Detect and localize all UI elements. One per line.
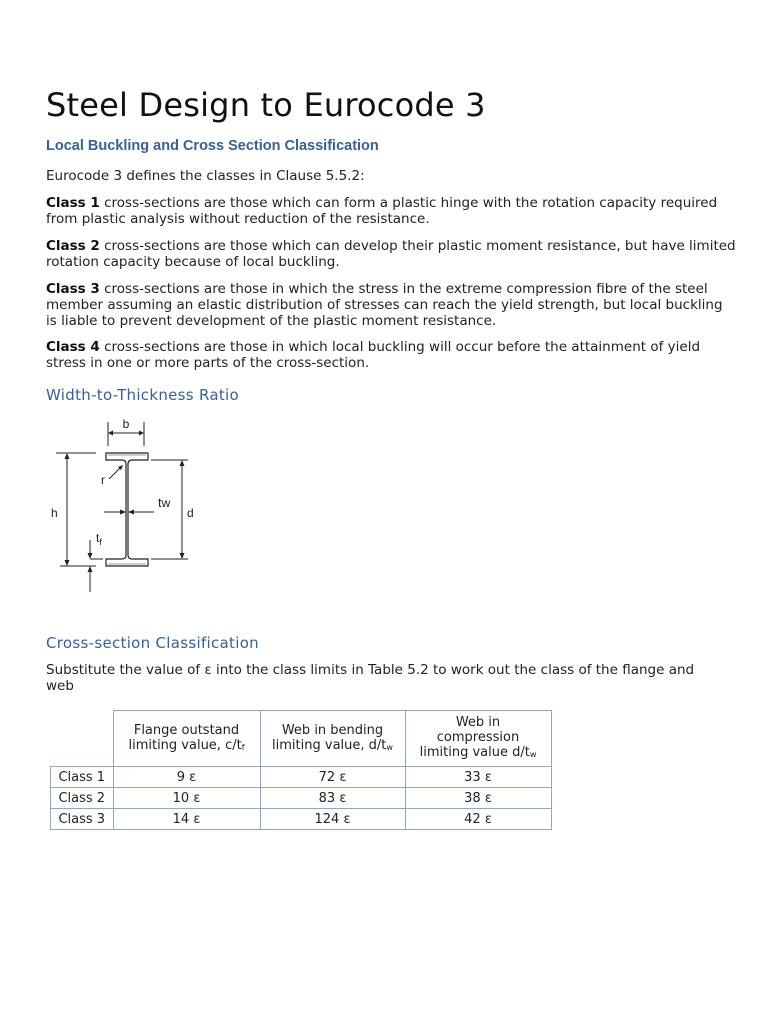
label-tw-sub: w	[161, 496, 171, 510]
table-row	[51, 788, 552, 809]
intro-paragraph: Eurocode 3 defines the classes in Clause 5.5.2:	[46, 168, 365, 184]
label-tw-base: t	[158, 495, 162, 510]
i-section-diagram	[46, 412, 226, 604]
width-thickness-heading: Width-to-Thickness Ratio	[46, 386, 239, 404]
row-flange-value: 14 ε	[113, 809, 260, 830]
class-2-paragraph	[46, 238, 736, 270]
row-bending-value: 83 ε	[260, 788, 405, 809]
page-title: Steel Design to Eurocode 3	[46, 86, 486, 124]
class-1-paragraph	[46, 195, 736, 227]
row-flange-value: 9 ε	[113, 767, 260, 788]
row-bending-value: 124 ε	[260, 809, 405, 830]
row-class-label: Class 3	[51, 809, 114, 830]
header-compression-line3: limiting value d/t	[419, 745, 530, 760]
table-header-row	[51, 711, 552, 767]
header-flange-line2: limiting value, c/t	[128, 737, 242, 753]
header-flange-line1: Flange outstand	[133, 722, 240, 738]
d-arrowhead-top	[180, 460, 185, 466]
tf-arrowhead-top	[88, 553, 93, 559]
label-d: d	[187, 506, 194, 520]
section-subtitle: Local Buckling and Cross Section Classification	[46, 138, 379, 154]
h-arrowhead-top	[65, 453, 70, 459]
label-tw	[158, 495, 171, 510]
label-tf-sub: f	[99, 537, 102, 547]
header-flange-outstand	[113, 711, 260, 767]
b-arrowhead-left	[108, 431, 113, 436]
class-1-label: Class 1	[46, 195, 100, 211]
class-2-label: Class 2	[46, 238, 100, 254]
class-3-label: Class 3	[46, 281, 100, 297]
table-row	[51, 767, 552, 788]
row-flange-value: 10 ε	[113, 788, 260, 809]
row-compression-value: 38 ε	[405, 788, 551, 809]
class-4-text: cross-sections are those in which local buckling will occur before the attainment of yield stress in one or more parts of the cross-section.	[46, 339, 701, 371]
header-compression-line2: compression	[436, 730, 520, 745]
class-1-text: cross-sections are those which can form a plastic hinge with the rotation capacity required from plastic analysis without reduction of the resistance.	[46, 195, 718, 227]
label-r: r	[101, 473, 105, 487]
class-3-text: cross-sections are those in which the stress in the extreme compression fibre of the steel member assuming an elastic distribution of stresses can reach the yield strength, but local buckling is liable to prevent development of the plastic moment resistance.	[46, 281, 723, 329]
i-beam-outline	[106, 453, 148, 566]
row-bending-value: 72 ε	[260, 767, 405, 788]
row-compression-value: 33 ε	[405, 767, 551, 788]
header-bending-line2: limiting value, d/t	[272, 737, 387, 753]
header-compression-line1: Web in	[455, 715, 501, 730]
d-arrowhead-bottom	[180, 553, 185, 559]
header-flange-sub: f	[241, 742, 245, 752]
class-4-label: Class 4	[46, 339, 100, 355]
r-leader	[109, 467, 121, 479]
class-4-paragraph	[46, 339, 736, 371]
row-class-label: Class 1	[51, 767, 114, 788]
class-limits-table	[50, 710, 552, 830]
header-web-compression	[405, 711, 551, 767]
header-bending-line1: Web in bending	[281, 722, 384, 738]
classification-paragraph: Substitute the value of ε into the class limits in Table 5.2 to work out the class of the flange and web	[46, 662, 695, 694]
row-compression-value: 42 ε	[405, 809, 551, 830]
class-3-paragraph	[46, 281, 736, 329]
tw-arrowhead-left	[120, 510, 126, 515]
table-corner-cell	[51, 711, 114, 767]
h-arrowhead-bottom	[65, 560, 70, 566]
tf-arrowhead-bottom	[88, 566, 93, 572]
label-tf	[96, 531, 102, 547]
b-arrowhead-right	[139, 431, 144, 436]
label-h: h	[51, 506, 58, 520]
label-b: b	[122, 417, 130, 431]
classification-heading: Cross-section Classification	[46, 634, 259, 652]
header-web-bending	[260, 711, 405, 767]
table-row	[51, 809, 552, 830]
row-class-label: Class 2	[51, 788, 114, 809]
flange-inner-lines	[108, 455, 146, 564]
label-tf-base: t	[96, 531, 100, 545]
class-2-text: cross-sections are those which can develop their plastic moment resistance, but have limited rotation capacity because of local buckling.	[46, 238, 736, 270]
header-compression-sub: w	[529, 750, 537, 759]
tw-arrowhead-right	[128, 510, 134, 515]
header-bending-sub: w	[386, 742, 393, 752]
